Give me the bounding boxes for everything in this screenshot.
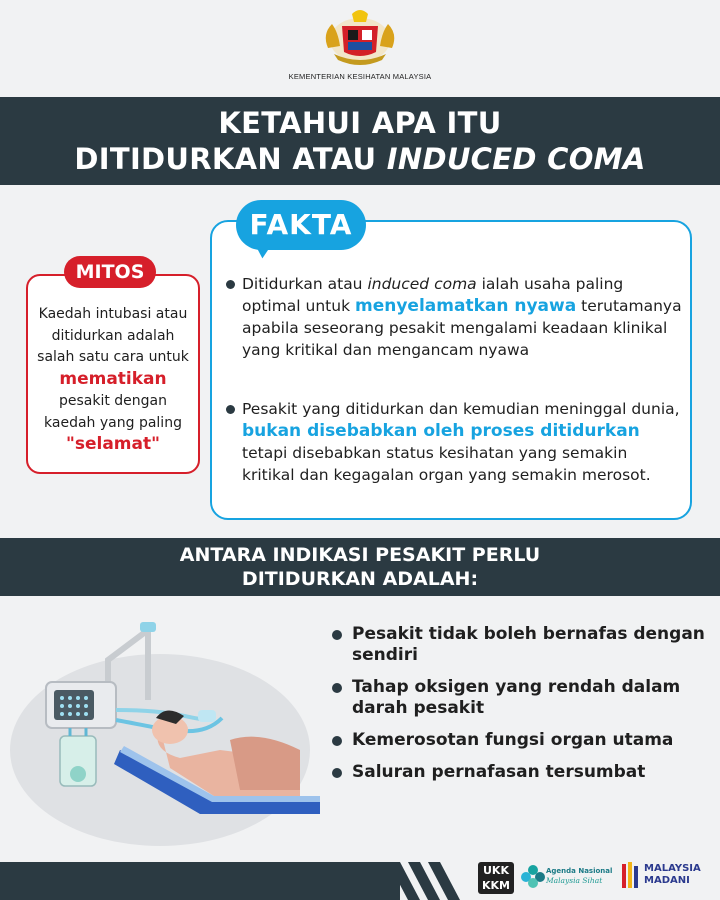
list-item: Kemerosotan fungsi organ utama — [330, 730, 710, 751]
ukk-kkm-logo: UKK KKM — [478, 862, 514, 894]
fact-tag: FAKTA — [236, 200, 366, 250]
title-line-2: DITIDURKAN ATAU INDUCED COMA — [74, 142, 646, 176]
fact-item-2: Pesakit yang ditidurkan dan kemudian meninggal dunia, bukan disebabkan oleh proses ditidurkan tetapi disebabkan status kesihatan yang semakin kritikal dan kegagalan organ yang semakin merosot. — [242, 400, 680, 484]
bullet-icon — [226, 280, 235, 289]
footer-band — [0, 862, 400, 900]
indication-heading-line-1: ANTARA INDIKASI PESAKIT PERLU — [179, 544, 541, 566]
footer-stripes — [388, 862, 468, 900]
list-item: Pesakit tidak boleh bernafas dengan sendiri — [330, 624, 710, 666]
fact-highlight-1: menyelamatkan nyawa — [355, 296, 577, 316]
indication-heading-band — [0, 538, 720, 596]
title-line-1: KETAHUI APA ITU — [218, 106, 502, 140]
agenda-nasional-text: Agenda Nasional Malaysia Sihat — [546, 867, 613, 885]
fact-highlight-2: bukan disebabkan oleh proses ditidurkan — [242, 421, 640, 441]
indication-heading-line-2: DITIDURKAN ADALAH: — [241, 568, 479, 590]
list-item: Tahap oksigen yang rendah dalam darah pesakit — [330, 677, 710, 719]
malaysia-madani-text: MALAYSIA MADANI — [644, 863, 701, 886]
coat-of-arms-icon — [318, 8, 402, 70]
agenda-nasional-logo-icon — [520, 862, 546, 890]
myth-tag: MITOS — [64, 256, 156, 288]
indication-list — [330, 624, 710, 794]
list-item: Saluran pernafasan tersumbat — [330, 762, 710, 783]
bullet-icon — [226, 405, 235, 414]
myth-text: Kaedah intubasi atau ditidurkan adalah salah satu cara untuk mematikan pesakit dengan kaedah yang paling "selamat" — [37, 306, 189, 454]
ventilator-illustration-icon — [0, 600, 330, 850]
myth-highlight-1: mematikan — [59, 368, 167, 389]
myth-highlight-2: "selamat" — [66, 434, 160, 454]
malaysia-madani-logo-icon — [620, 860, 642, 892]
fact-item-1: Ditidurkan atau induced coma ialah usaha paling optimal untuk menyelamatkan nyawa terutamanya apabila seseorang pesakit mengalami keadaan klinikal yang kritikal dan mengancam nyawa — [242, 275, 682, 359]
ministry-name: KEMENTERIAN KESIHATAN MALAYSIA — [288, 72, 432, 81]
title-band — [0, 97, 720, 185]
